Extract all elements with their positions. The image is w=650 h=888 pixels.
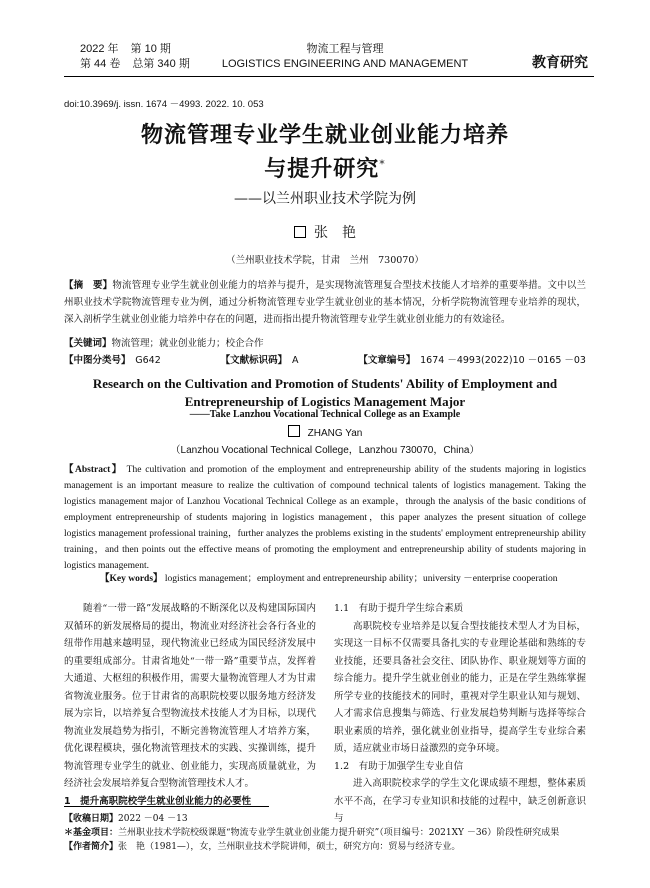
body-paragraph: 随着“一带一路”发展战略的不断深化以及构建国际国内双循环的新发展格局的提出，物流业对经济社会各行各业的纽带作用越来越明显，现代物流业已经成为国民经济发展中的重要组成部分。甘肃省地处“一带一路”重要节点，发挥着大通道、大枢纽的积极作用，需要大量物流管理人才为甘肃省物流业服务。位于甘肃省的高职院校要以服务地方经济发展为宗旨，以培养复合型物流技术技能人才为目标，以现代物流业发展趋势为指引，不断完善物流管理人才培养方案，优化课程模块，强化物流管理技术的实践、实操训练，提升物流管理专业学生的就业、创业能力，实现高质量就业，为经济社会发展培养复合型物流管理技术人才。	[64, 603, 316, 789]
subsection-heading: 1.2 有助于加强学生专业自信	[334, 760, 464, 772]
affiliation-cn: （兰州职业技术学院，甘肃 兰州 730070）	[226, 255, 424, 266]
subsection-heading: 1.1 有助于提升学生综合素质	[334, 603, 464, 614]
body-paragraph: 高职院校专业培养是以复合型技能技术型人才为目标，实现这一目标不仅需要具备扎实的专业理论基础和熟练的专业技能，还要具备社会交往、团队协作、职业规划等方面的综合能力。提升学生就业创业的能力，正是在学生熟练掌握所学专业的技能技术的同时，重视对学生职业认知与规划、人才需求信息搜集与筛选、行业发展趋势判断与选择等综合职业素质的培养，强化就业创业指导，提高学生专业综合素质，适应就业市场日益激烈的竞争环境。	[334, 620, 586, 754]
keywords-en-label: 【Key words】	[100, 574, 163, 584]
abstract-en: 【Abstract】 The cultivation and promotion of the employment and entrepreneurship ability of the students majoring in logistics management is an important measure to realize the cultivation of compound technical talents of logistics management. Taking the logistics management major of Lanzhou Vocational Technical College as an example，through the analysis of the basic conditions of employment entrepreneurship of students majoring in logistics management，this paper analyzes the present situation of college logistics management professional training，further analyzes the problems existing in the students' employment entrepreneurship ability training，and then points out the effective means of promoting the employment and entrepreneurship ability of students majoring in logistics management.	[64, 465, 587, 571]
keywords-cn: 【关键词】物流管理；就业创业能力；校企合作	[64, 338, 264, 349]
header-rule	[64, 76, 594, 77]
title-en-line1: Research on the Cultivation and Promotion of Students' Ability of Employment and	[92, 376, 558, 391]
abstract-cn-label: 【摘 要】	[64, 280, 113, 291]
title-en-line2: Entrepreneurship of Logistics Management Major	[184, 394, 466, 409]
body-right-column	[334, 600, 586, 828]
received-date: 【收稿日期】2022 －04 －13	[64, 814, 188, 824]
keywords-cn-label: 【关键词】	[64, 338, 112, 349]
checkbox-icon	[288, 425, 300, 437]
issue-info	[80, 42, 190, 72]
issue: 第 10 期	[130, 43, 171, 55]
title-cn-line2: 与提升研究*	[264, 157, 386, 182]
affiliation-en: （Lanzhou Vocational Technical College，Lanzhou 730070，China）	[170, 445, 480, 456]
journal-name	[215, 42, 475, 72]
fund-note: ＊基金项目：兰州职业技术学院校级课题“物流专业学生就业创业能力提升研究”（项目编号：2021XY －36）阶段性研究成果	[64, 828, 560, 838]
clc-number: G642	[135, 355, 161, 366]
abstract-cn: 【摘 要】物流管理专业学生就业创业能力的培养与提升，是实现物流管理复合型技术技能人才培养的重要举措。文中以兰州职业技术学院物流管理专业为例，通过分析物流管理专业学生就业创业的基本情况，分析学院物流管理专业培养的现状，深入剖析学生就业创业能力培养中存在的问题，进而指出提升物流管理专业学生就业创业能力的有效途径。	[64, 280, 586, 325]
author-cn: 张 艳	[60, 222, 590, 242]
keywords-en: 【Key words】 logistics management；employment and entrepreneurship ability；university －enterprise cooperation	[100, 574, 558, 584]
section-label: 教育研究	[532, 55, 588, 71]
doi: doi:10.3969/j. issn. 1674 －4993. 2022. 10. 053	[64, 99, 264, 110]
body-left-column	[64, 600, 316, 810]
section-heading: 1 提升高职院校学生就业创业能力的必要性	[64, 795, 252, 807]
document-code: A	[291, 355, 299, 366]
checkbox-icon	[294, 226, 306, 238]
subtitle-cn: ——以兰州职业技术学院为例	[234, 191, 416, 207]
journal-name-cn: 物流工程与管理	[306, 43, 384, 55]
article-number: 1674 －4993(2022)10 －0165 －03	[420, 355, 586, 366]
footnote-rule	[64, 806, 269, 807]
body-paragraph: 进入高职院校求学的学生文化课成绩不理想，整体素质水平不高，在学习专业知识和技能的过程中，缺乏创新意识与	[334, 778, 586, 824]
author-bio: 【作者简介】张 艳（1981—），女，兰州职业技术学院讲师，硕士，研究方向：贸易与经济专业。	[64, 842, 461, 852]
abstract-en-label: 【Abstract】	[64, 465, 123, 475]
title-cn-line1: 物流管理专业学生就业创业能力培养	[140, 123, 509, 148]
total-issue: 总第 340 期	[132, 58, 190, 70]
subtitle-en: ——Take Lanzhou Vocational Technical College as an Example	[189, 409, 461, 420]
journal-name-en: LOGISTICS ENGINEERING AND MANAGEMENT	[221, 58, 469, 70]
year: 2022 年	[80, 43, 119, 55]
title-mark: *	[379, 157, 386, 171]
classification-row: 【中图分类号】 G642 【文献标识码】 A 【文章编号】 1674 －4993(2022)10 －0165 －03	[64, 355, 586, 366]
volume: 第 44 卷	[80, 58, 121, 70]
author-en: ZHANG Yan	[60, 425, 590, 439]
